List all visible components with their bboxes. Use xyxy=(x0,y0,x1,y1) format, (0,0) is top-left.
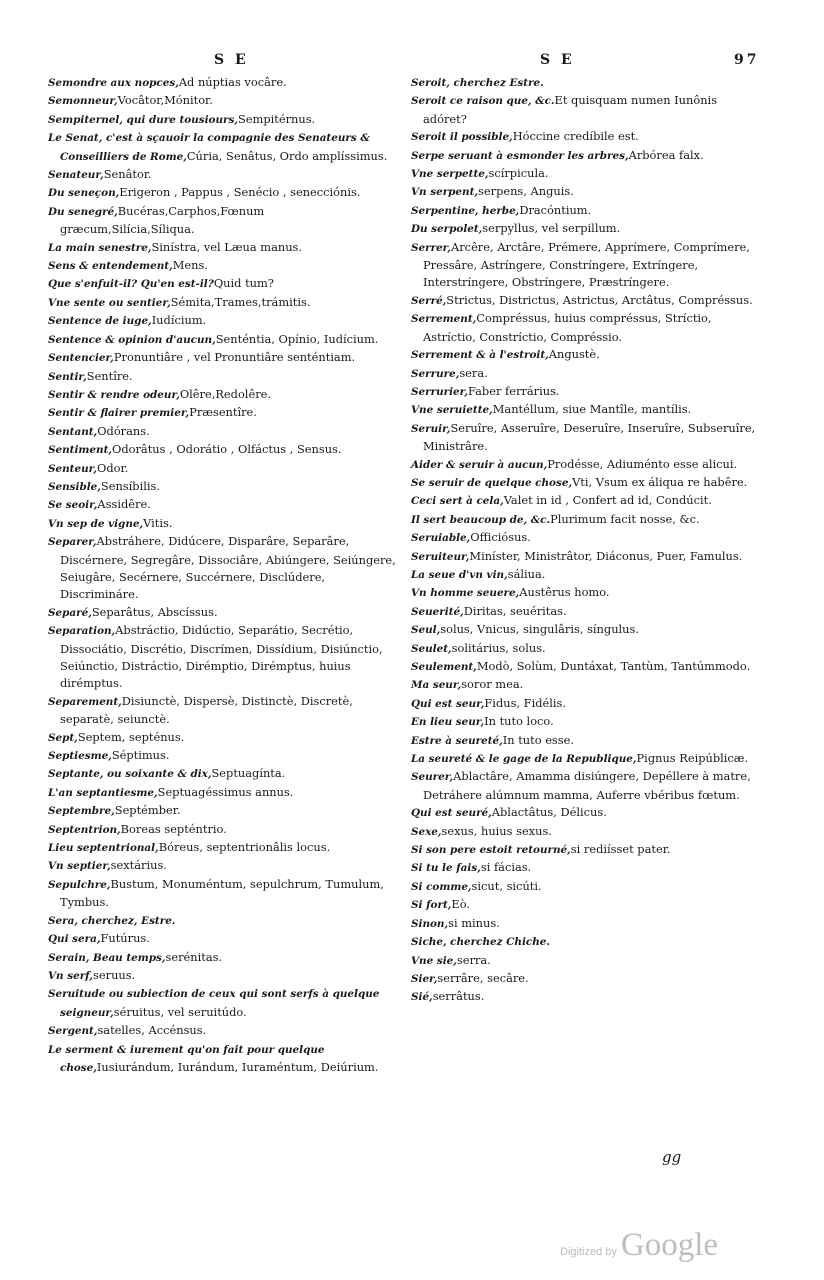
entry-headword: Du seneçon, xyxy=(48,187,120,200)
dictionary-entry xyxy=(48,166,400,184)
dictionary-entry xyxy=(411,492,761,510)
entry-headword: Du serpolet, xyxy=(411,223,483,236)
entry-definition: sexus, huius sexus. xyxy=(441,823,552,838)
dictionary-entry xyxy=(411,548,761,566)
dictionary-entry xyxy=(48,876,400,912)
left-column xyxy=(48,74,400,1077)
entry-definition: Seruîre, Asseruîre, Deseruîre, Inseruîre, Subseruîre, Ministrâre. xyxy=(423,420,756,454)
entry-definition: Præsentîre. xyxy=(189,405,257,420)
dictionary-entry xyxy=(48,478,400,496)
entry-definition: Officiósus. xyxy=(470,530,531,545)
entry-headword: Sentir, xyxy=(48,370,87,383)
dictionary-entry xyxy=(48,294,400,312)
entry-definition: Miníster, Ministrâtor, Diáconus, Puer, Famulus. xyxy=(469,548,743,563)
entry-definition: Boreas septéntrio. xyxy=(120,821,227,836)
dictionary-entry xyxy=(411,732,761,750)
dictionary-entry xyxy=(411,750,761,768)
entry-headword: Semonneur, xyxy=(48,95,118,108)
entry-headword: Si tu le fais, xyxy=(411,862,481,875)
dictionary-entry xyxy=(48,111,400,129)
entry-headword: Sier, xyxy=(411,972,438,985)
entry-definition: Fidus, Fidélis. xyxy=(484,695,566,710)
dictionary-entry xyxy=(411,92,761,128)
entry-headword: Septante, ou soixante & dix, xyxy=(48,768,212,781)
dictionary-entry xyxy=(411,383,761,401)
dictionary-entry xyxy=(48,74,400,92)
entry-definition: Sinístra, vel Læua manus. xyxy=(151,239,302,254)
dictionary-entry xyxy=(48,368,400,386)
dictionary-entry xyxy=(411,584,761,602)
dictionary-entry xyxy=(48,912,400,930)
dictionary-entry xyxy=(411,988,761,1006)
entry-definition: scírpicula. xyxy=(488,166,549,181)
entry-headword: L'an septantiesme, xyxy=(48,786,158,799)
dictionary-entry xyxy=(48,184,400,202)
dictionary-entry xyxy=(48,1022,400,1040)
entry-headword: Vn sep de vigne, xyxy=(48,517,144,530)
entry-definition: Separâtus, Abscíssus. xyxy=(91,604,218,619)
entry-headword: Sept, xyxy=(48,731,78,744)
dictionary-entry xyxy=(411,952,761,970)
dictionary-entry xyxy=(411,933,761,951)
entry-headword: Si fort, xyxy=(411,899,452,912)
dictionary-entry xyxy=(411,896,761,914)
entry-headword: Serrement, xyxy=(411,313,477,326)
entry-definition: Abstráctio, Didúctio, Separátio, Secrétio, Dissociátio, Discrétio, Discrímen, Dissídium, Disiúnctio, Seiúnctio, Distráctio, Dirémptio, Dirémptus, huius dirémptus. xyxy=(60,623,383,691)
entry-headword: Estre à seureté, xyxy=(411,734,503,747)
entry-headword: La seureté & le gage de la Republique, xyxy=(411,753,637,766)
entry-headword: Serrement & à l'estroit, xyxy=(411,349,549,362)
entry-headword: Separation, xyxy=(48,625,116,638)
entry-definition: Sempitérnus. xyxy=(237,111,316,126)
entry-definition: Olêre,Redolêre. xyxy=(179,386,271,401)
entry-headword: Separer, xyxy=(48,536,97,549)
dictionary-entry xyxy=(411,401,761,419)
dictionary-entry xyxy=(48,496,400,514)
entry-definition: Mens. xyxy=(172,258,208,273)
entry-definition: Septem, septénus. xyxy=(77,729,185,744)
entry-definition: Vitis. xyxy=(143,515,173,530)
entry-headword: Seurer, xyxy=(411,771,454,784)
entry-headword: Seruiable, xyxy=(411,532,471,545)
entry-definition: Odorâtus , Odorátio , Olfáctus , Sensus. xyxy=(112,442,342,457)
dictionary-entry xyxy=(48,604,400,622)
entry-definition: Septuagéssimus annus. xyxy=(157,784,294,799)
entry-definition: Sentîre. xyxy=(86,368,133,383)
dictionary-entry xyxy=(411,74,761,92)
entry-headword: Vne sente ou sentier, xyxy=(48,296,171,309)
entry-headword: Sexe, xyxy=(411,825,442,838)
dictionary-entry xyxy=(411,346,761,364)
dictionary-entry xyxy=(48,239,400,257)
dictionary-entry xyxy=(48,423,400,441)
dictionary-entry xyxy=(48,765,400,783)
entry-definition: si fácias. xyxy=(480,860,532,875)
dictionary-entry xyxy=(48,533,400,604)
entry-definition: Eò. xyxy=(451,897,470,912)
entry-definition: Vti, Vsum ex áliqua re habêre. xyxy=(572,474,748,489)
entry-definition: sextárius. xyxy=(110,858,167,873)
entry-definition: serpens, Anguis. xyxy=(478,184,574,199)
dictionary-entry xyxy=(48,930,400,948)
entry-headword: Serpentine, herbe, xyxy=(411,204,520,217)
entry-definition: Valet in id , Confert ad id, Condúcit. xyxy=(503,493,712,508)
entry-definition: Futúrus. xyxy=(100,931,150,946)
dictionary-entry xyxy=(411,474,761,492)
entry-headword: Seruiteur, xyxy=(411,550,470,563)
entry-definition: Abstráhere, Didúcere, Disparâre, Separâre, Discérnere, Segregâre, Dissociâre, Abiúngere, Seiúngere, Seiugâre, Secérnere, Succérnere, Disclúdere, Discrimináre. xyxy=(60,534,396,602)
entry-definition: Erigeron , Pappus , Senécio , senecciónis. xyxy=(119,185,361,200)
entry-definition: Arbórea falx. xyxy=(628,147,704,162)
entry-headword: Seroit, cherchez Estre. xyxy=(411,77,544,89)
entry-definition: Et quisquam numen Iunônis adóret? xyxy=(423,93,718,126)
entry-definition: Vocâtor,Mónitor. xyxy=(117,93,213,108)
entry-definition: serpyllus, vel serpillum. xyxy=(482,221,621,236)
dictionary-entry xyxy=(48,949,400,967)
dictionary-entry xyxy=(411,128,761,146)
entry-headword: Si comme, xyxy=(411,880,472,893)
entry-definition: sáliua. xyxy=(507,566,546,581)
dictionary-entry xyxy=(411,915,761,933)
dictionary-entry xyxy=(411,365,761,383)
entry-headword: Si son pere estoit retourné, xyxy=(411,844,571,857)
dictionary-entry xyxy=(48,404,400,422)
dictionary-entry xyxy=(411,456,761,474)
entry-headword: Lieu septentrional, xyxy=(48,842,159,855)
dictionary-entry xyxy=(411,878,761,896)
dictionary-entry xyxy=(411,640,761,658)
entry-headword: Sergent, xyxy=(48,1025,98,1038)
page-number: 97 xyxy=(734,52,760,68)
entry-headword: Le Senat, c'est à sçauoir la compagnie des Senateurs & Conseilliers de Rome, xyxy=(48,132,370,163)
entry-definition: Arcêre, Arctâre, Prémere, Apprímere, Comprímere, Pressâre, Astríngere, Constríngere, Extríngere, Interstríngere, Obstríngere, Præstríngere. xyxy=(423,239,750,290)
entry-headword: Du senegré, xyxy=(48,205,118,218)
dictionary-entry xyxy=(48,784,400,802)
entry-definition: Hóccine credíbile est. xyxy=(512,129,639,144)
entry-definition: Plurimum facit nosse, &c. xyxy=(550,511,700,526)
entry-definition: si minus. xyxy=(448,915,500,930)
entry-definition: si rediísset pater. xyxy=(570,842,671,857)
entry-definition: Dracóntium. xyxy=(519,202,592,217)
entry-definition: Iudícium. xyxy=(151,313,207,328)
entry-headword: Qui est seuré, xyxy=(411,807,492,820)
entry-definition: Compréssus, huius compréssus, Stríctio, Astríctio, Constríctio, Compréssio. xyxy=(423,311,712,344)
entry-headword: Serrurier, xyxy=(411,385,468,398)
entry-definition: Senténtia, Opínio, Iudícium. xyxy=(215,331,379,346)
entry-definition: Ablactâtus, Délicus. xyxy=(491,805,607,820)
entry-headword: Vn homme seuere, xyxy=(411,587,520,600)
dictionary-entry xyxy=(48,257,400,275)
digitized-watermark xyxy=(560,1227,718,1264)
entry-headword: Seulement, xyxy=(411,661,477,673)
entry-definition: Iusiurándum, Iurándum, Iuraméntum, Deiúrium. xyxy=(96,1059,379,1074)
entry-definition: Cúria, Senâtus, Ordo amplíssimus. xyxy=(186,148,388,163)
right-column xyxy=(411,74,761,1007)
entry-headword: Vne seruiette, xyxy=(411,404,493,417)
entry-definition: Faber ferrárius. xyxy=(468,383,560,398)
entry-definition: Ablactâre, Amamma disiúngere, Depéllere à matre, Detráhere alúmnum mamma, Auferre vbéribus fœtum. xyxy=(423,769,751,802)
entry-definition: Disiunctè, Dispersè, Distinctè, Discretè, separatè, seiunctè. xyxy=(60,693,353,727)
entry-headword: Seruitude ou subiection de ceux qui sont serfs à quelque seigneur, xyxy=(48,988,380,1019)
dictionary-entry xyxy=(411,603,761,621)
entry-definition: Bustum, Monuméntum, sepulchrum, Tumulum, Tymbus. xyxy=(60,876,384,910)
entry-headword: La seue d'vn vin, xyxy=(411,568,508,581)
dictionary-entry xyxy=(411,420,761,456)
dictionary-entry xyxy=(411,183,761,201)
entry-headword: Se seruir de quelque chose, xyxy=(411,476,573,489)
entry-headword: Sentence & opinion d'aucun, xyxy=(48,333,216,346)
dictionary-entry xyxy=(411,676,761,694)
entry-definition: Prodésse, Adiuménto esse alicui. xyxy=(547,456,738,471)
dictionary-entry xyxy=(48,349,400,367)
google-logo: Google xyxy=(620,1227,719,1263)
entry-headword: Seruir, xyxy=(411,422,451,435)
entry-headword: Vne sie, xyxy=(411,954,457,967)
entry-headword: Siche, cherchez Chiche. xyxy=(411,936,551,949)
entry-definition: Angustè. xyxy=(548,347,600,362)
dictionary-entry xyxy=(48,839,400,857)
entry-headword: Aider & seruir à aucun, xyxy=(411,458,548,471)
entry-headword: Vne serpette, xyxy=(411,168,489,181)
entry-headword: Se seoir, xyxy=(48,499,98,512)
dictionary-entry xyxy=(48,802,400,820)
entry-definition: In tuto loco. xyxy=(484,714,554,729)
entry-definition: Senâtor. xyxy=(103,167,152,182)
entry-definition: Austêrus homo. xyxy=(519,585,610,600)
entry-headword: Sié, xyxy=(411,991,433,1004)
entry-headword: Seulet, xyxy=(411,642,452,655)
entry-headword: Septembre, xyxy=(48,805,115,818)
watermark-prefix: Digitized by xyxy=(560,1246,617,1258)
entry-headword: Qui sera, xyxy=(48,933,101,946)
entry-definition: Odórans. xyxy=(97,423,150,438)
entry-headword: Sens & entendement, xyxy=(48,260,173,273)
entry-headword: Serrer, xyxy=(411,241,452,254)
signature-mark: gg xyxy=(662,1148,682,1166)
entry-headword: Separé, xyxy=(48,606,92,619)
dictionary-entry xyxy=(411,621,761,639)
entry-headword: Senateur, xyxy=(48,169,104,182)
entry-definition: Septémber. xyxy=(114,803,181,818)
entry-headword: Sentence de iuge, xyxy=(48,315,152,328)
entry-headword: Sensible, xyxy=(48,480,101,493)
dictionary-entry xyxy=(48,1041,400,1078)
dictionary-entry xyxy=(411,239,761,292)
dictionary-entry xyxy=(48,129,400,166)
dictionary-entry xyxy=(411,566,761,584)
dictionary-entry xyxy=(411,202,761,220)
entry-headword: Sempiternel, qui dure tousiours, xyxy=(48,113,238,126)
entry-headword: Serrure, xyxy=(411,367,460,380)
dictionary-entry xyxy=(411,310,761,346)
entry-headword: Qui est seur, xyxy=(411,697,485,710)
entry-definition: serénitas. xyxy=(165,949,223,964)
dictionary-entry xyxy=(48,821,400,839)
entry-definition: Septuagínta. xyxy=(211,766,286,781)
dictionary-entry xyxy=(48,386,400,404)
entry-definition: Bóreus, septentrionâlis locus. xyxy=(158,840,331,855)
dictionary-entry xyxy=(411,859,761,877)
entry-headword: Septiesme, xyxy=(48,750,112,763)
dictionary-entry xyxy=(411,695,761,713)
dictionary-entry xyxy=(411,292,761,310)
entry-headword: Sentir & flairer premier, xyxy=(48,407,190,420)
entry-headword: Septentrion, xyxy=(48,823,121,836)
dictionary-entry xyxy=(411,529,761,547)
entry-definition: sicut, sicúti. xyxy=(471,878,542,893)
dictionary-entry xyxy=(411,970,761,988)
entry-definition: Mantéllum, siue Mantîle, mantílis. xyxy=(492,402,692,417)
entry-headword: Serpe seruant à esmonder les arbres, xyxy=(411,149,629,162)
entry-definition: Bucéras,Carphos,Fœnum græcum,Silícia,Síliqua. xyxy=(60,203,265,237)
dictionary-entry xyxy=(48,92,400,110)
dictionary-entry xyxy=(411,841,761,859)
entry-headword: Ma seur, xyxy=(411,679,462,692)
dictionary-entry xyxy=(48,747,400,765)
dictionary-entry xyxy=(48,693,400,729)
entry-definition: solitárius, solus. xyxy=(451,640,546,655)
entry-definition: serrâre, secâre. xyxy=(437,970,529,985)
dictionary-entry xyxy=(48,857,400,875)
entry-headword: Sentiment, xyxy=(48,444,112,457)
entry-headword: Seroit il possible, xyxy=(411,131,513,144)
dictionary-entry xyxy=(411,511,761,529)
entry-definition: solus, Vnicus, singulâris, síngulus. xyxy=(440,622,639,637)
entry-definition: seruus. xyxy=(93,967,136,982)
entry-headword: Il sert beaucoup de, &c. xyxy=(411,513,551,526)
entry-definition: Pignus Reipúblicæ. xyxy=(636,751,749,766)
entry-definition: satelles, Accénsus. xyxy=(97,1023,207,1038)
entry-definition: Séptimus. xyxy=(111,748,170,763)
dictionary-entry xyxy=(411,804,761,822)
entry-headword: Seroit ce raison que, &c. xyxy=(411,95,555,108)
dictionary-entry xyxy=(48,985,400,1022)
entry-headword: Le serment & iurement qu'on fait pour quelque chose, xyxy=(48,1043,325,1074)
dictionary-entry xyxy=(48,622,400,693)
dictionary-entry xyxy=(48,441,400,459)
entry-definition: serrâtus. xyxy=(432,989,485,1004)
dictionary-entry xyxy=(411,165,761,183)
entry-headword: Vn septier, xyxy=(48,860,111,873)
dictionary-entry xyxy=(411,658,761,676)
dictionary-entry xyxy=(48,515,400,533)
dictionary-entry xyxy=(411,713,761,731)
entry-headword: Sentir & rendre odeur, xyxy=(48,388,180,401)
entry-headword: Ceci sert à cela, xyxy=(411,495,504,508)
entry-headword: Vn serf, xyxy=(48,969,94,982)
entry-definition: séruitus, vel seruitúdo. xyxy=(113,1004,247,1019)
entry-definition: Pronuntiâre , vel Pronuntiâre senténtiam. xyxy=(113,350,356,365)
entry-definition: Ad núptias vocâre. xyxy=(178,75,287,89)
dictionary-entry xyxy=(48,729,400,747)
dictionary-entry xyxy=(411,147,761,165)
entry-definition: Strictus, Districtus, Astrictus, Arctâtus, Compréssus. xyxy=(446,292,753,307)
entry-headword: Semondre aux nopces, xyxy=(48,77,179,89)
entry-headword: Vn serpent, xyxy=(411,186,479,199)
dictionary-entry xyxy=(411,823,761,841)
entry-headword: Serré, xyxy=(411,294,447,307)
entry-definition: Assidêre. xyxy=(97,497,151,512)
entry-definition: Odor. xyxy=(96,460,129,475)
running-head-left: S E xyxy=(214,52,249,68)
entry-definition: sera. xyxy=(459,365,488,380)
entry-headword: Sinon, xyxy=(411,917,449,930)
dictionary-entry xyxy=(411,220,761,238)
entry-definition: serra. xyxy=(456,952,491,967)
entry-headword: La main senestre, xyxy=(48,241,152,254)
entry-definition: In tuto esse. xyxy=(502,732,574,747)
entry-definition: Diritas, seuéritas. xyxy=(463,603,567,618)
entry-headword: Sera, cherchez, Estre. xyxy=(48,914,176,927)
dictionary-entry xyxy=(48,331,400,349)
dictionary-entry xyxy=(48,275,400,293)
entry-headword: Seuerité, xyxy=(411,605,464,618)
entry-definition: Sémita,Trames,trámitis. xyxy=(170,294,311,309)
dictionary-entry xyxy=(48,312,400,330)
entry-definition: Modò, Solùm, Duntáxat, Tantùm, Tantúmmodo. xyxy=(476,659,751,673)
entry-definition: Quid tum? xyxy=(213,276,274,291)
running-head-center: S E xyxy=(540,52,575,68)
entry-headword: Serain, Beau temps, xyxy=(48,951,166,964)
entry-headword: Separement, xyxy=(48,695,122,708)
dictionary-entry xyxy=(48,967,400,985)
entry-headword: Que s'enfuit-il? Qu'en est-il? xyxy=(48,278,214,291)
entry-definition: Sensíbilis. xyxy=(100,478,160,493)
entry-definition: soror mea. xyxy=(461,677,524,692)
entry-headword: Sepulchre, xyxy=(48,878,111,891)
entry-headword: Senteur, xyxy=(48,462,97,475)
entry-headword: En lieu seur, xyxy=(411,716,485,729)
dictionary-entry xyxy=(411,768,761,804)
dictionary-entry xyxy=(48,203,400,239)
entry-headword: Sentencier, xyxy=(48,352,114,365)
dictionary-entry xyxy=(48,460,400,478)
entry-headword: Sentant, xyxy=(48,425,98,438)
entry-headword: Seul, xyxy=(411,624,441,637)
